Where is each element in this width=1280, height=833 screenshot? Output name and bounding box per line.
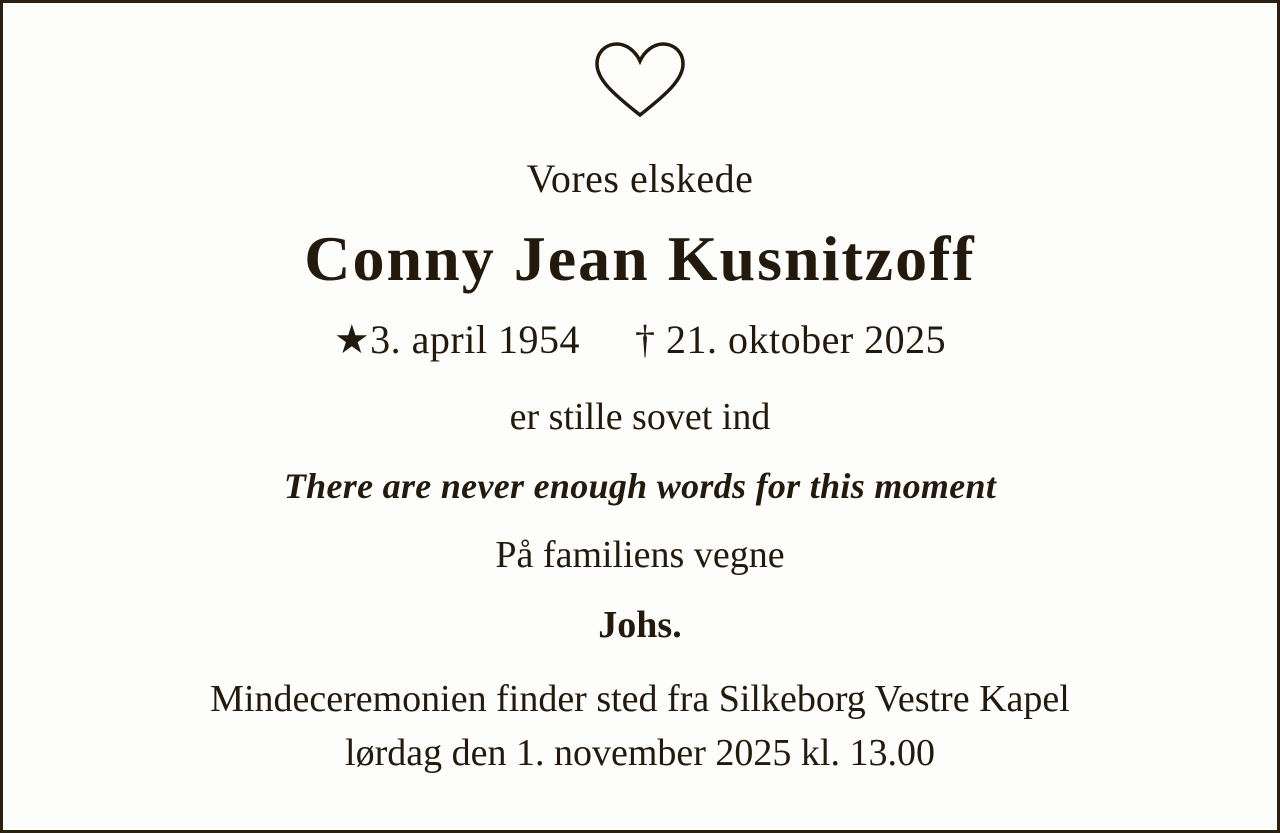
ceremony-line-2: lørdag den 1. november 2025 kl. 13.00 — [345, 732, 935, 774]
life-dates — [43, 316, 1237, 363]
deceased-name: Conny Jean Kusnitzoff — [304, 223, 976, 294]
birth-star-icon: ★ — [333, 317, 371, 362]
verse-text: There are never enough words for this moment — [283, 466, 997, 506]
on-behalf-text: På familiens vegne — [495, 534, 785, 576]
signature-text: Johs. — [598, 604, 682, 646]
passed-text: er stille sovet ind — [509, 396, 771, 438]
ceremony-line-1: Mindeceremonien finder sted fra Silkeborg Vestre Kapel — [210, 678, 1070, 720]
heart-icon — [592, 41, 688, 119]
death-cross-icon: † — [634, 317, 656, 362]
intro-text: Vores elskede — [526, 156, 754, 201]
death-date: 21. oktober 2025 — [665, 317, 947, 362]
birth-date: 3. april 1954 — [370, 317, 580, 362]
